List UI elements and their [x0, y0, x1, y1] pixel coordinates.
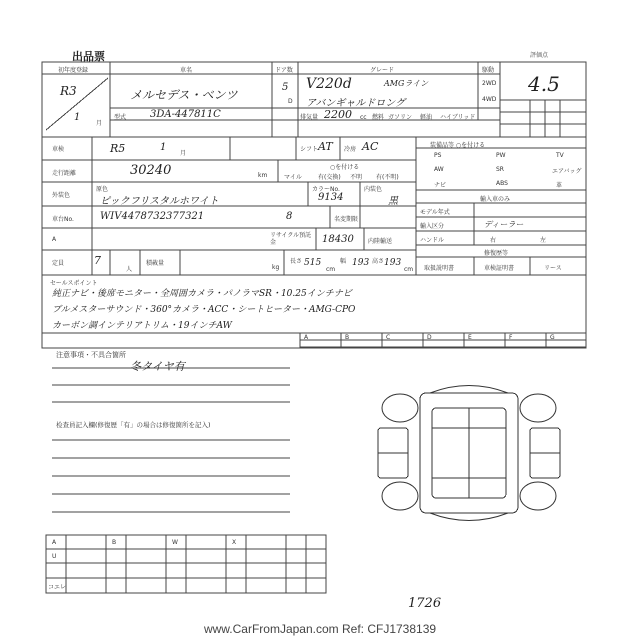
transfer-label: 内陸輸送 [368, 238, 393, 245]
docs-col-1: 車検証明書 [484, 265, 515, 272]
equip-6: ナビ [434, 182, 447, 189]
points-line3: カーボン調インテリアトリム・19インチAW [52, 321, 232, 331]
interior-value: 黒 [388, 196, 398, 207]
ac-value: AC [362, 140, 379, 153]
color-value: ピックフリスタルホワイト [100, 196, 219, 207]
code-0: A [52, 539, 57, 546]
mileage-note: ○を付ける [330, 164, 360, 171]
import-row-0: モデル年式 [420, 209, 450, 216]
width-value: 193 [352, 258, 370, 268]
grade-line1: V220d [306, 76, 352, 92]
height-label: 高さ [372, 258, 385, 265]
notes-label: 注意事項・不具合箇所 [56, 351, 126, 359]
docs-col-0: 取扱説明書 [424, 265, 455, 272]
grid-col-1: B [345, 334, 350, 341]
doors-suffix: D [288, 98, 293, 105]
month-value: 1 [74, 112, 81, 123]
notes-value: 冬タイヤ有 [130, 360, 185, 373]
interior-label: 内装色 [364, 186, 383, 193]
points-label: セールスポイント [50, 280, 98, 287]
load-label: 積載量 [146, 260, 165, 267]
handle-opt-0: 右 [490, 237, 497, 244]
fuel-opt-0: ガソリン [388, 114, 413, 121]
cc-unit: cc [360, 114, 367, 121]
shift-value: AT [318, 140, 333, 153]
grid-label: A [52, 236, 57, 243]
equip-5: エアバッグ [552, 168, 582, 175]
seats-value: 7 [94, 254, 101, 267]
cc-label: 排気量 [300, 114, 319, 121]
equip-1: PW [496, 152, 506, 159]
points-line1: 純正ナビ・後席モニター・全周囲カメラ・パノラマSR・10.25インチナビ [52, 289, 352, 299]
docs-col-2: リース [544, 265, 562, 272]
name-change-label: 名変期限 [334, 216, 359, 223]
load-unit: kg [272, 264, 280, 271]
length-value: 515 [304, 258, 322, 268]
inspection-month-unit: 月 [180, 150, 187, 157]
equip-0: PS [434, 152, 442, 159]
model-value: 3DA-447811C [150, 109, 221, 120]
grid-col-5: F [509, 334, 513, 341]
grid-col-4: E [468, 334, 472, 341]
grade-line1b: AMGライン [384, 79, 429, 88]
inspection-month: 1 [160, 142, 167, 153]
code-5: コエレ [48, 584, 67, 591]
height-value: 193 [384, 258, 402, 268]
fuel-label: 燃料 [372, 114, 385, 121]
stamp-number: 1726 [408, 596, 442, 611]
maker-value: メルセデス・ベンツ [130, 88, 238, 102]
doors-value: 5 [282, 82, 289, 93]
score-label: 評価点 [530, 52, 549, 59]
sheet-title: 出品票 [72, 50, 105, 63]
seats-label: 定員 [52, 260, 65, 267]
grid-col-6: G [550, 334, 555, 341]
import-type: ディーラー [484, 220, 524, 229]
mileage-opt-1: 有(交換) [318, 174, 341, 181]
grid-col-3: D [427, 334, 432, 341]
mileage-opt-2: 不明 [350, 174, 363, 181]
grade-label: グレード [370, 67, 395, 74]
import-header: 輸入車のみ [480, 196, 511, 203]
docs-header: 修復歴等 [484, 250, 509, 257]
cc-value: 2200 [324, 108, 352, 121]
chassis-value: WIV4478732377321 [100, 211, 205, 222]
mileage-opt-0: マイル [284, 174, 302, 181]
fuel-opt-2: ハイブリッド [440, 114, 476, 121]
recycle-value: 18430 [322, 234, 354, 245]
equip-header: 装備品等 ○を付ける [430, 142, 486, 149]
color-code: 9134 [318, 192, 344, 203]
recycle-label: リサイクル預託金 [270, 232, 312, 246]
seats-unit: 人 [126, 266, 133, 273]
grid-col-2: C [386, 334, 391, 341]
points-line2: ブルメスターサウンド・360°カメラ・ACC・シートヒーター・AMG-CPO [52, 305, 356, 315]
score-value: 4.5 [528, 72, 560, 96]
import-row-1: 輸入区分 [420, 223, 445, 230]
dim-unit-2: cm [404, 266, 414, 273]
equip-2: TV [556, 152, 564, 159]
mileage-value: 30240 [130, 163, 172, 178]
chassis-tail: 8 [286, 211, 293, 222]
year-label: 初年度登録 [58, 67, 89, 74]
drive-label: 駆動 [482, 67, 495, 74]
length-label: 長さ [290, 258, 303, 265]
equip-7: ABS [496, 180, 508, 187]
doors-label: ドア数 [275, 67, 293, 74]
color-sub: 原色 [96, 186, 109, 193]
car-diagram [370, 378, 568, 528]
chassis-label: 車台No. [52, 216, 74, 223]
drive-4wd: 4WD [482, 96, 497, 103]
width-label: 幅 [340, 258, 347, 265]
grade-line2: アバンギャルドロング [306, 98, 405, 109]
drive-2wd: 2WD [482, 80, 497, 87]
import-row-2: ハンドル [420, 237, 445, 244]
fuel-opt-1: 軽油 [420, 114, 433, 121]
mileage-label: 走行距離 [52, 170, 77, 177]
code-2: B [112, 539, 117, 546]
color-label: 外装色 [52, 192, 71, 199]
code-3: W [172, 539, 178, 546]
inspection-label: 車検 [52, 146, 65, 153]
handle-opt-1: 左 [540, 237, 547, 244]
year-value: R3 [60, 84, 77, 98]
seller-label: 检查員記入欄(修復歴「有」の場合は修復箇所を記入) [56, 421, 211, 429]
code-1: U [52, 553, 57, 560]
code-4: X [232, 539, 237, 546]
dim-unit-1: cm [326, 266, 336, 273]
ac-label: 冷房 [344, 146, 357, 153]
shift-label: シフト [300, 146, 319, 153]
maker-label: 車名 [180, 67, 193, 74]
inspection-value: R5 [110, 142, 126, 155]
grid-col-0: A [304, 334, 309, 341]
color-code-label: カラーNo. [312, 186, 340, 193]
footer-ref: www.CarFromJapan.com Ref: CFJ1738139 [203, 622, 437, 636]
mileage-opt-3: 有(不明) [376, 174, 399, 181]
equip-8: 革 [556, 182, 563, 189]
month-unit: 月 [96, 120, 103, 127]
equip-4: SR [496, 166, 504, 173]
mileage-unit: km [258, 172, 268, 179]
model-label: 型式 [114, 114, 127, 121]
equip-3: AW [434, 166, 444, 173]
